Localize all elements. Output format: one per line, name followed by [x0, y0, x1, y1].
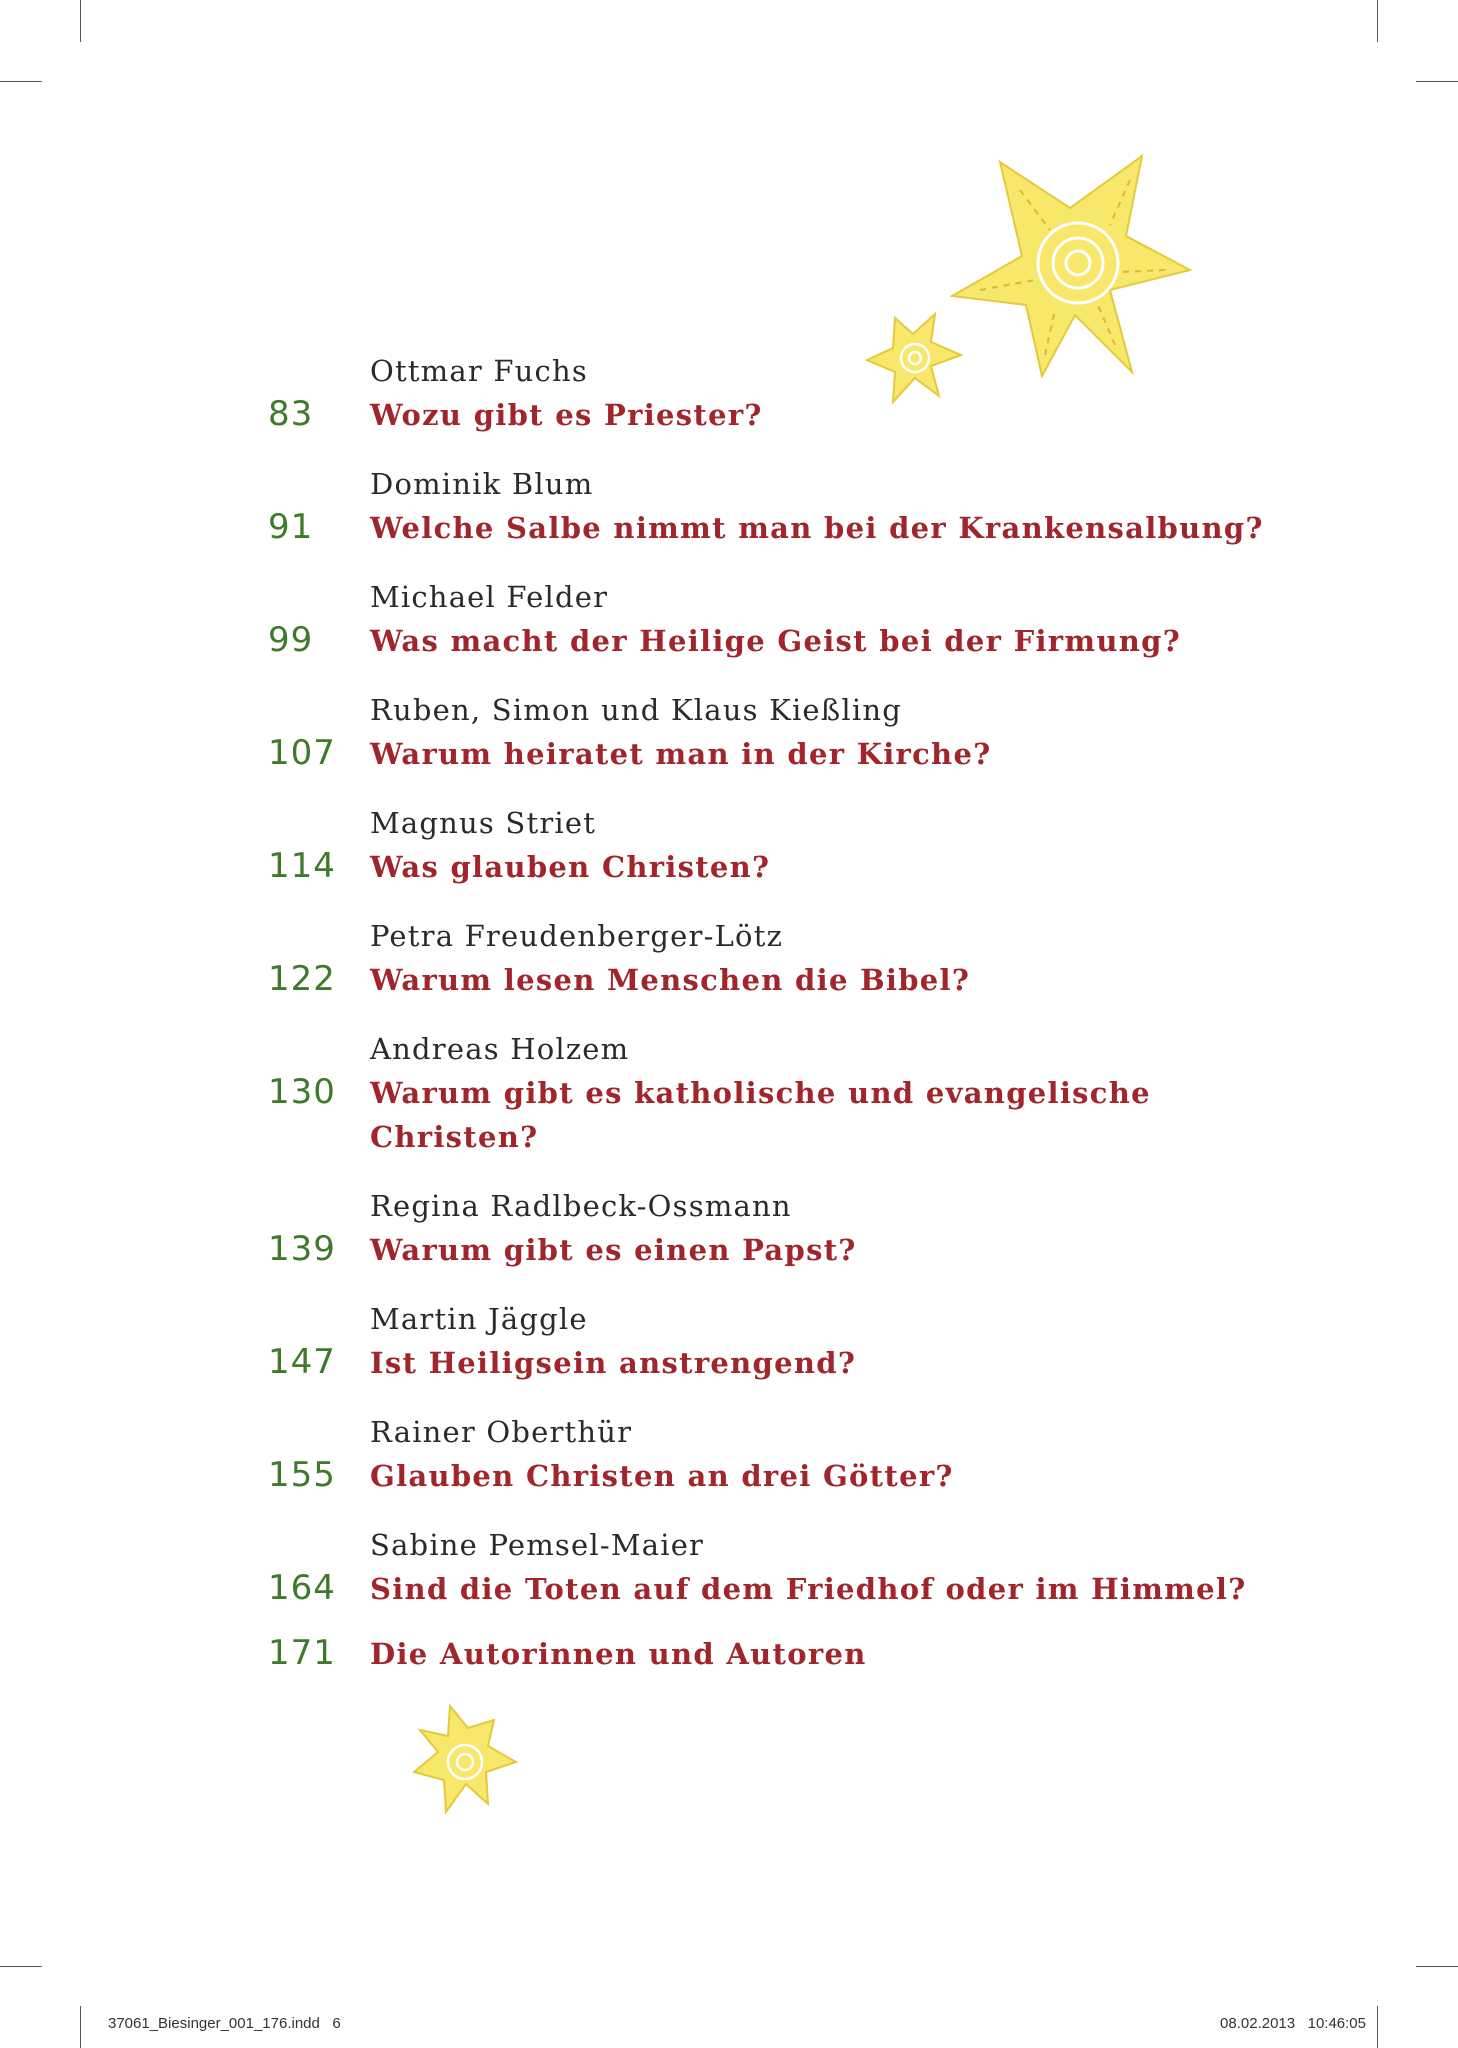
- crop-mark: [80, 0, 81, 42]
- toc-page-number: 99: [268, 620, 314, 660]
- toc-title: Was macht der Heilige Geist bei der Firmung?: [370, 624, 1182, 658]
- toc-title: Wozu gibt es Priester?: [370, 398, 763, 432]
- toc-title: Warum lesen Menschen die Bibel?: [370, 963, 971, 997]
- crop-mark: [80, 2006, 81, 2048]
- toc-author: Magnus Striet: [370, 806, 597, 840]
- toc-page-number: 83: [268, 394, 314, 434]
- toc-author: Sabine Pemsel-Maier: [370, 1528, 705, 1562]
- table-of-contents: [268, 350, 1268, 1702]
- bottom-star-icon: [410, 1700, 520, 1815]
- toc-entry[interactable]: [268, 1298, 1268, 1385]
- toc-page-number: 171: [268, 1633, 336, 1673]
- toc-page-number: 164: [268, 1568, 336, 1608]
- toc-entry[interactable]: [268, 1524, 1268, 1611]
- toc-entry[interactable]: [268, 350, 1268, 437]
- crop-mark: [1416, 1966, 1458, 1967]
- toc-entry[interactable]: [268, 689, 1268, 776]
- crop-mark: [1377, 0, 1378, 42]
- toc-author: Regina Radlbeck-Ossmann: [370, 1189, 792, 1223]
- toc-page-number: 91: [268, 507, 314, 547]
- crop-mark: [1416, 81, 1458, 82]
- toc-entry[interactable]: [268, 576, 1268, 663]
- toc-author: Andreas Holzem: [370, 1032, 630, 1066]
- toc-title: Die Autorinnen und Autoren: [370, 1637, 867, 1671]
- toc-entry[interactable]: [268, 1185, 1268, 1272]
- toc-page-number: 114: [268, 846, 336, 886]
- toc-entry[interactable]: [268, 1411, 1268, 1498]
- toc-entry[interactable]: [268, 463, 1268, 550]
- toc-author: Ottmar Fuchs: [370, 354, 588, 388]
- toc-page-number: 130: [268, 1072, 336, 1112]
- toc-entry[interactable]: [268, 802, 1268, 889]
- toc-entry[interactable]: [268, 915, 1268, 1002]
- toc-author: Martin Jäggle: [370, 1302, 588, 1336]
- toc-page-number: 155: [268, 1455, 336, 1495]
- toc-title: Glauben Christen an drei Götter?: [370, 1459, 954, 1493]
- toc-title: Welche Salbe nimmt man bei der Krankensalbung?: [370, 511, 1264, 545]
- toc-author: Rainer Oberthür: [370, 1415, 633, 1449]
- toc-page-number: 139: [268, 1229, 336, 1269]
- toc-author: Ruben, Simon und Klaus Kießling: [370, 693, 902, 727]
- toc-title: Warum gibt es einen Papst?: [370, 1233, 857, 1267]
- toc-author: Petra Freudenberger-Lötz: [370, 919, 784, 953]
- large-star-icon: [950, 150, 1200, 380]
- toc-entry-authors[interactable]: [268, 1631, 1268, 1676]
- crop-mark: [0, 81, 42, 82]
- toc-author: Michael Felder: [370, 580, 609, 614]
- crop-mark: [1377, 2006, 1378, 2048]
- toc-page-number: 147: [268, 1342, 336, 1382]
- toc-title: Sind die Toten auf dem Friedhof oder im Himmel?: [370, 1572, 1247, 1606]
- footer-datetime: 08.02.2013 10:46:05: [1220, 2015, 1366, 2032]
- toc-title: Warum gibt es katholische und evangelische Christen?: [370, 1076, 1151, 1154]
- toc-author: Dominik Blum: [370, 467, 594, 501]
- footer-file-info: 37061_Biesinger_001_176.indd 6: [108, 2015, 341, 2032]
- toc-title: Ist Heiligsein anstrengend?: [370, 1346, 857, 1380]
- toc-title: Was glauben Christen?: [370, 850, 771, 884]
- crop-mark: [0, 1966, 42, 1967]
- toc-page-number: 122: [268, 959, 336, 999]
- toc-page-number: 107: [268, 733, 336, 773]
- toc-entry[interactable]: [268, 1028, 1268, 1159]
- toc-title: Warum heiratet man in der Kirche?: [370, 737, 992, 771]
